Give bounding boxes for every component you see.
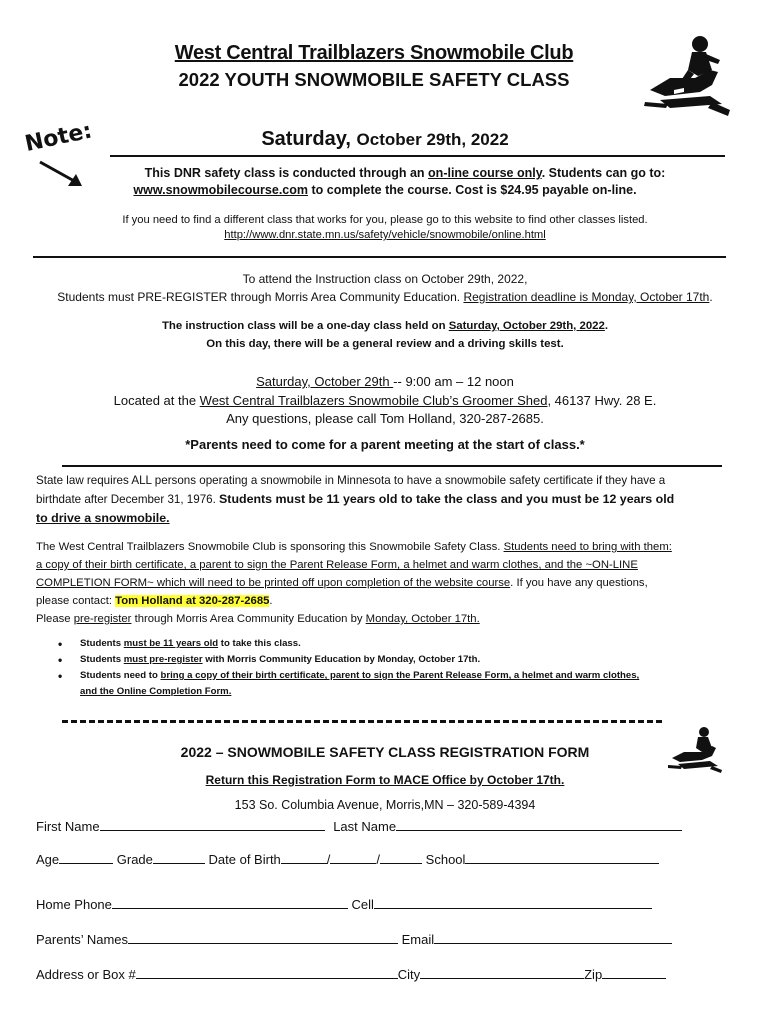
phone-field[interactable]: Home Phone Cell bbox=[36, 896, 652, 912]
note-label: Note: bbox=[22, 118, 95, 157]
page-title: West Central Trailblazers Snowmobile Club bbox=[174, 42, 574, 64]
law-line-1: State law requires ALL persons operating a snowmobile in Minnesota to have a snowmobile safety certificate if they have a bbox=[36, 474, 666, 487]
divider bbox=[110, 155, 725, 157]
dnr-url-link[interactable]: http://www.dnr.state.mn.us/safety/vehicle/snowmobile/online.html bbox=[224, 229, 546, 241]
sponsor-line-4: please contact: Tom Holland at 320-287-2685. bbox=[36, 595, 273, 607]
divider bbox=[62, 465, 722, 467]
page-subtitle: 2022 YOUTH SNOWMOBILE SAFETY CLASS bbox=[178, 69, 570, 90]
form-return-note: Return this Registration Form to MACE Office by October 17th. bbox=[205, 773, 565, 787]
law-line-2: birthdate after December 31, 1976. Students must be 11 years old to take the class and you must be 12 years old bbox=[36, 492, 675, 506]
class-location: Located at the West Central Trailblazers Snowmobile Club’s Groomer Shed, 46137 Hwy. 28 E. bbox=[113, 393, 657, 408]
list-item: • Students must pre-register with Morris Community Education by Monday, October 17th. bbox=[56, 652, 746, 668]
list-item: • Students need to bring a copy of their birth certificate, parent to sign the Parent Release Form, a helmet and warm clothes, bbox=[56, 668, 746, 684]
intro-line-2: www.snowmobilecourse.com to complete the course. Cost is $24.95 payable on-line. bbox=[133, 183, 637, 197]
parent-meeting-note: *Parents need to come for a parent meeting at the start of class.* bbox=[185, 437, 585, 452]
sponsor-line-2: a copy of their birth certificate, a parent to sign the Parent Release Form, a helmet and warm clothes, and the ~ON-LINE bbox=[36, 559, 638, 571]
contact-line: Any questions, please call Tom Holland, 320-287-2685. bbox=[226, 411, 544, 426]
instruction-line-4: On this day, there will be a general review and a driving skills test. bbox=[206, 338, 564, 350]
instruction-line-2: Students must PRE-REGISTER through Morris Area Community Education. Registration deadline is Monday, October 17th. bbox=[57, 290, 713, 304]
form-title: 2022 – SNOWMOBILE SAFETY CLASS REGISTRATION FORM bbox=[180, 744, 590, 760]
age-grade-dob-field[interactable]: Age Grade Date of Birth / / School bbox=[36, 851, 659, 867]
law-line-3: to drive a snowmobile. bbox=[36, 511, 170, 525]
divider bbox=[33, 256, 726, 258]
address-field[interactable]: Address or Box # City Zip bbox=[36, 966, 666, 982]
class-time: Saturday, October 29th -- 9:00 am – 12 noon bbox=[256, 374, 514, 389]
sponsor-line-3: COMPLETION FORM~ which will need to be printed off upon completion of the website course. If you have any questions, bbox=[36, 577, 648, 589]
requirements-list bbox=[56, 636, 746, 684]
instruction-line-1: To attend the Instruction class on October 29th, 2022, bbox=[242, 272, 528, 286]
sponsor-line-5: Please pre-register through Morris Area Community Education by Monday, October 17th. bbox=[36, 613, 480, 625]
intro-line-1: This DNR safety class is conducted through an on-line course only. Students can go to: bbox=[144, 166, 666, 180]
class-date-heading: Saturday, October 29th, 2022 bbox=[261, 128, 509, 150]
cut-line bbox=[62, 720, 662, 723]
form-address: 153 So. Columbia Avenue, Morris,MN – 320-589-4394 bbox=[234, 798, 536, 812]
instruction-line-3: The instruction class will be a one-day class held on Saturday, October 29th, 2022. bbox=[161, 320, 609, 332]
snowmobile-rider-icon bbox=[640, 30, 735, 120]
parents-email-field[interactable]: Parents’ Names Email bbox=[36, 931, 672, 947]
first-name-field[interactable]: First Name Last Name bbox=[36, 818, 682, 834]
sponsor-line-1: The West Central Trailblazers Snowmobile Club is sponsoring this Snowmobile Safety Class. Students need to bring with them: bbox=[36, 541, 672, 553]
list-item: • Students must be 11 years old to take this class. bbox=[56, 636, 746, 652]
intro-line-3: If you need to find a different class that works for you, please go to this website to find other classes listed. bbox=[122, 214, 648, 226]
list-item-continuation: and the Online Completion Form. bbox=[80, 686, 232, 697]
